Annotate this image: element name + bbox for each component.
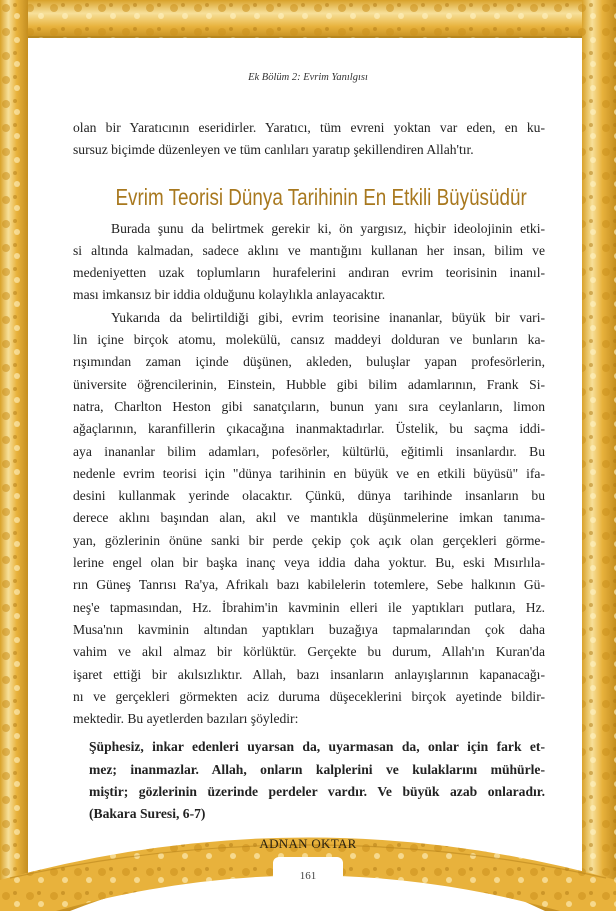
text-line: aya inananlar bilim adamları, pofesörler, kültürlü, eğitimli insanlardır. Bu [73,443,545,459]
text-line: üniversite öğrencilerinin, Einstein, Hubble gibi bilim adamlarının, Frank Si- [73,376,545,392]
text-line: si altında kalmadan, sadece aklını ve mantığını kullanan her insan, bilim ve [73,242,545,258]
text-line: mektedir. Bu ayetlerden bazıları şöyledir: [73,711,299,727]
text-line: rın Güneş Tanrısı Ra'ya, Afrikalı bazı kabilelerin totemlere, Sebe halkının Gü- [73,577,545,593]
text-line: lin içine birçok atomu, molekülü, cansız maddeyi dolduran ve bunların ka- [73,332,545,348]
text-line: desini kullanmak yerinde olacaktır. Çünkü, dünya tarihinde insanların bu [73,488,545,504]
text-line: medeniyetten uzak toplumların hurafelerini andıran evrim teorisinin inanıl- [73,265,545,281]
text-line: lerine engel olan bir başka inanç veya iddia daha yoktur. Bu, eski Mısırlıla- [73,555,545,571]
paragraph [73,307,545,731]
section-heading: Evrim Teorisi Dünya Tarihinin En Etkili Büyüsüdür [115,183,527,210]
text-line: neş'e tapmasından, Hz. İbrahim'in kavminin elleri ile yaptıkları putlara, Hz. [73,599,545,615]
quote-line: mez; inanmazlar. Allah, onların kalplerini ve kulaklarını mühürle- [89,761,545,777]
text-line: Musa'nın kavminin altından yaptıkları buzağıya tapmalarından çok daha [73,621,545,637]
text-line: rışımından zaman içinde düşünen, akleden, buluşlar yapan profesörlerin, [73,354,545,370]
text-line: Burada şunu da belirtmek gerekir ki, ön yargısız, hiçbir ideolojinin etki- [111,220,545,236]
text-line: nı ve gerçekleri görmekten aciz duruma düşeceklerini birçok ayetinde bildir- [73,688,545,704]
text-line: sursuz biçimde düzenleyen ve tüm canlıları yaratıp şekillendiren Allah'tır. [73,142,474,158]
paragraph [73,117,545,162]
text-line: olan bir Yaratıcının eseridirler. Yaratıcı, tüm evreni yoktan var eden, en ku- [73,120,545,135]
text-line: natra, Charlton Heston gibi sanatçıların, bunun yanı sıra ceylanların, limon [73,398,545,414]
text-line: ağaçlarının, karanfillerin çıkacağına inanmaktadırlar. Üstelik, bu saçma iddi- [73,421,545,437]
text-line: vahim ve akıl almaz bir körlüktür. Gerçekte bu durum, Allah'ın Kuran'da [73,644,545,660]
quote-line: miştir; gözlerinin üzerinde perdeler vardır. Ve büyük azab onlaradır. [89,784,545,800]
paragraph-intro [73,117,545,162]
paragraph [73,218,545,307]
text-line: derece aklını başından alan, akıl ve mantıkla düşünmelerine imkan tanıma- [73,510,545,526]
page-body [73,117,545,826]
text-line: yan, gözlerinin önüne sanki bir perde çekip çok açık olan gerçekleri görme- [73,532,545,548]
running-head: Ek Bölüm 2: Evrim Yanılgısı [248,72,368,83]
text-line: nedenle evrim teorisi için "dünya tarihinin en büyük ve en etkili büyüsü" ifa- [73,465,545,481]
quote-line: Şüphesiz, inkar edenleri uyarsan da, uyarmasan da, onlar için fark et- [89,739,545,755]
paragraphs-main [73,218,545,731]
quote-block [73,736,545,825]
text-line: işaret ettiği bir akılsızlıktır. Allah, bazı insanların anlayışlarının kapanacağı- [73,666,545,682]
text-line: ması imkansız bir iddia olduğunu kolaylıkla anlayacaktır. [73,287,386,303]
footer-author: ADNAN OKTAR [259,836,357,851]
quote-line: (Bakara Suresi, 6-7) [89,806,206,822]
page-number: 161 [299,870,317,882]
text-line: Yukarıda da belirtildiği gibi, evrim teorisine inananlar, büyük bir vari- [111,309,545,325]
